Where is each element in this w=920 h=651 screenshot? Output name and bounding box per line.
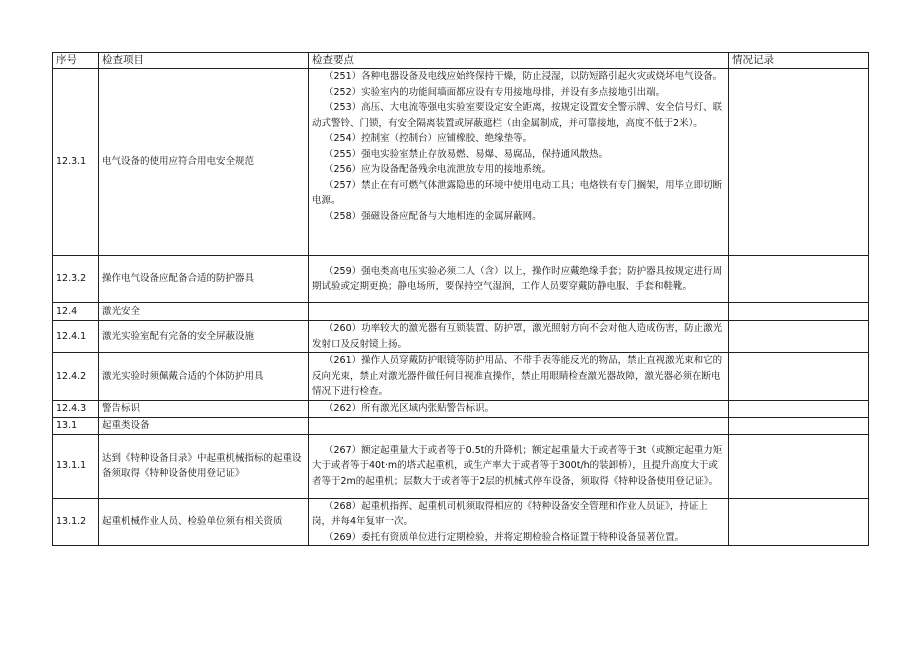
row-no: 13.1.2 bbox=[53, 498, 99, 546]
row-record[interactable] bbox=[729, 303, 869, 321]
row-record[interactable] bbox=[729, 401, 869, 418]
check-point: （258）强磁设备应配备与大地相连的金属屏蔽网。 bbox=[324, 210, 542, 222]
row-item: 操作电气设备应配备合适的防护器具 bbox=[99, 256, 309, 303]
check-point: （257）禁止在有可燃气体泄露隐患的环境中使用电动工具；电烙铁有专门搁架，用毕立即切断电源。 bbox=[312, 179, 723, 206]
check-point: （269）委托有资质单位进行定期检验，并将定期检验合格证置于特种设备显著位置。 bbox=[324, 531, 685, 543]
row-item: 电气设备的使用应符合用电安全规范 bbox=[99, 69, 309, 256]
table-row bbox=[53, 69, 869, 256]
header-row bbox=[53, 53, 869, 69]
check-point: （267）额定起重量大于或者等于0.5t的升降机；额定起重量大于或者等于3t（或额定起重力矩大于或者等于40t·m的塔式起重机，或生产率大于或者等于300t/h的装卸桥），且提升高度大于或者等于2m的起重机；层数大于或者等于2层的机械式停车设备，须取得《特种设备使用登记证》。 bbox=[312, 444, 723, 487]
row-no: 12.3.2 bbox=[53, 256, 99, 303]
row-record[interactable] bbox=[729, 498, 869, 546]
check-point: （262）所有激光区域内张贴警告标识。 bbox=[324, 403, 495, 414]
row-points bbox=[309, 417, 729, 434]
row-record[interactable] bbox=[729, 353, 869, 401]
check-point: （260）功率较大的激光器有互锁装置、防护罩，激光照射方向不会对他人造成伤害，防止激光发射口及反射镜上扬。 bbox=[312, 323, 723, 350]
row-points bbox=[309, 256, 729, 303]
row-points bbox=[309, 353, 729, 401]
row-item: 激光实验室配有完备的安全屏蔽设施 bbox=[99, 321, 309, 353]
check-point: （251）各种电器设备及电线应始终保持干燥，防止浸湿，以防短路引起火灾或烧坏电气设备。 bbox=[324, 71, 723, 82]
header-item: 检查项目 bbox=[99, 53, 309, 69]
row-item: 起重机械作业人员、检验单位须有相关资质 bbox=[99, 498, 309, 546]
row-points bbox=[309, 303, 729, 321]
row-record[interactable] bbox=[729, 321, 869, 353]
check-point: （261）操作人员穿戴防护眼镜等防护用品、不带手表等能反光的物品，禁止直视激光束和它的反向光束，禁止对激光器件做任何目视准直操作，禁止用眼睛检查激光器故障，激光器必须在断电情况下进行检查。 bbox=[312, 355, 723, 398]
check-point: （255）强电实验室禁止存放易燃、易爆、易腐品，保持通风散热。 bbox=[324, 148, 609, 160]
check-point: （254）控制室（控制台）应铺橡胶、绝缘垫等。 bbox=[324, 133, 533, 144]
header-points: 检查要点 bbox=[309, 53, 729, 69]
row-points bbox=[309, 434, 729, 498]
row-record[interactable] bbox=[729, 417, 869, 434]
check-point: （268）起重机指挥、起重机司机须取得相应的《特种设备安全管理和作业人员证》，持证上岗，并每4年复审一次。 bbox=[312, 500, 708, 527]
row-item: 警告标识 bbox=[99, 401, 309, 418]
row-no: 12.4.2 bbox=[53, 353, 99, 401]
section-no: 13.1 bbox=[53, 417, 99, 434]
table-row bbox=[53, 321, 869, 353]
row-no: 13.1.1 bbox=[53, 434, 99, 498]
row-item: 激光实验时须佩戴合适的个体防护用具 bbox=[99, 353, 309, 401]
row-no: 12.4.3 bbox=[53, 401, 99, 418]
row-points bbox=[309, 401, 729, 418]
check-point: （253）高压、大电流等强电实验室要设定安全距离，按规定设置安全警示牌、安全信号灯、联动式警铃、门锁，有安全隔离装置或屏蔽遮栏（由金属制成，并可靠接地，高度不低于2米）。 bbox=[312, 102, 723, 129]
row-points bbox=[309, 69, 729, 256]
table-row bbox=[53, 401, 869, 418]
row-record[interactable] bbox=[729, 256, 869, 303]
header-no: 序号 bbox=[53, 53, 99, 69]
section-row bbox=[53, 417, 869, 434]
section-title: 激光安全 bbox=[99, 303, 309, 321]
row-record[interactable] bbox=[729, 434, 869, 498]
row-points bbox=[309, 321, 729, 353]
section-no: 12.4 bbox=[53, 303, 99, 321]
check-point: （252）实验室内的功能间墙面都应设有专用接地母排，并设有多点接地引出端。 bbox=[324, 86, 666, 98]
section-row bbox=[53, 303, 869, 321]
check-point: （256）应为设备配备残余电流泄放专用的接地系统。 bbox=[324, 164, 552, 175]
row-no: 12.4.1 bbox=[53, 321, 99, 353]
table-row bbox=[53, 498, 869, 546]
table-row bbox=[53, 353, 869, 401]
row-points bbox=[309, 498, 729, 546]
row-no: 12.3.1 bbox=[53, 69, 99, 256]
table-row bbox=[53, 256, 869, 303]
row-item: 达到《特种设备目录》中起重机械指标的起重设备须取得《特种设备使用登记证》 bbox=[99, 434, 309, 498]
section-title: 起重类设备 bbox=[99, 417, 309, 434]
inspection-checklist-table bbox=[52, 52, 869, 546]
row-record[interactable] bbox=[729, 69, 869, 256]
check-point: （259）强电类高电压实验必须二人（含）以上，操作时应戴绝缘手套；防护器具按规定进行周期试验或定期更换；静电场所，要保持空气湿润，工作人员要穿戴防静电服、手套和鞋靴。 bbox=[312, 265, 723, 292]
header-record: 情况记录 bbox=[729, 53, 869, 69]
table-row bbox=[53, 434, 869, 498]
